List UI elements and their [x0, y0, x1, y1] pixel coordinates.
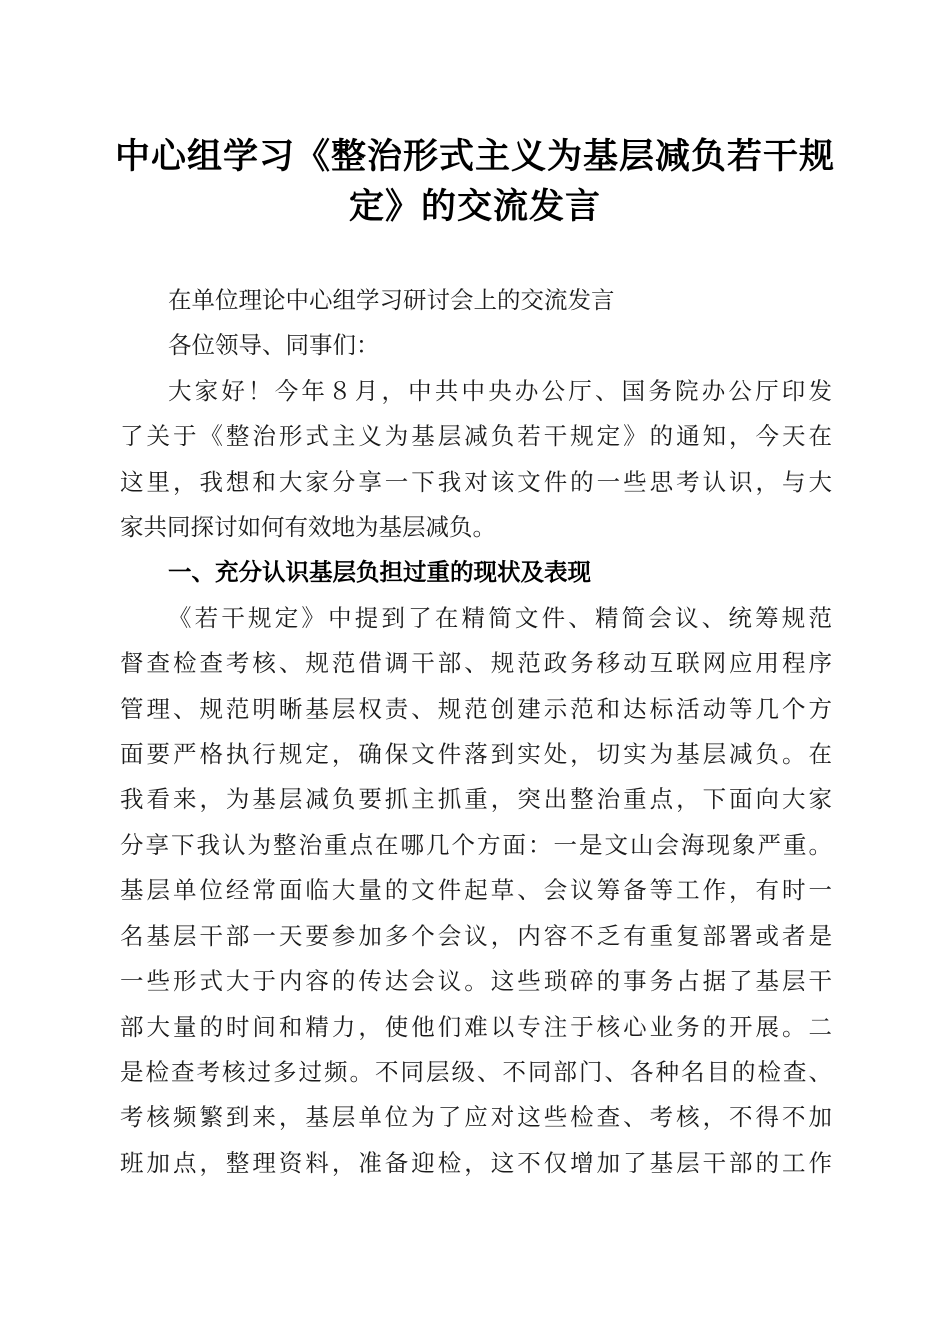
document-title-line-2: 定》的交流发言	[348, 186, 601, 227]
document-body	[120, 278, 832, 1186]
paragraph-line: 班加点，整理资料，准备迎检，这不仅增加了基层干部的工作	[120, 1148, 832, 1177]
paragraph-line: 了关于《整治形式主义为基层减负若干规定》的通知，今天在	[120, 422, 832, 451]
section-1-paragraph	[120, 596, 832, 1186]
paragraph-line: 分享下我认为整治重点在哪几个方面：一是文山会海现象严重。	[120, 830, 832, 859]
paragraph-line: 督查检查考核、规范借调干部、规范政务移动互联网应用程序	[120, 649, 832, 678]
document-title	[110, 132, 840, 232]
paragraph-line: 基层单位经常面临大量的文件起草、会议筹备等工作，有时一	[120, 876, 832, 905]
paragraph-line: 部大量的时间和精力，使他们难以专注于核心业务的开展。二	[120, 1012, 832, 1041]
paragraph-line: 这里，我想和大家分享一下我对该文件的一些思考认识，与大	[120, 467, 832, 496]
paragraph-line: 面要严格执行规定，确保文件落到实处，切实为基层减负。在	[120, 740, 832, 769]
paragraph-line: 我看来，为基层减负要抓主抓重，突出整治重点，下面向大家	[120, 785, 832, 814]
paragraph-line: 《若干规定》中提到了在精简文件、精简会议、统筹规范	[168, 603, 832, 632]
paragraph-line: 考核频繁到来，基层单位为了应对这些检查、考核，不得不加	[120, 1103, 832, 1132]
paragraph-line: 管理、规范明晰基层权责、规范创建示范和达标活动等几个方	[120, 694, 832, 723]
document-title-line-1: 中心组学习《整治形式主义为基层减负若干规	[114, 136, 835, 177]
intro-paragraph	[120, 369, 832, 551]
section-heading: 一、充分认识基层负担过重的现状及表现	[168, 558, 591, 587]
paragraph-line: 一些形式大于内容的传达会议。这些琐碎的事务占据了基层干	[120, 967, 832, 996]
paragraph-line: 大家好！今年８月，中共中央办公厅、国务院办公厅印发	[168, 376, 832, 405]
paragraph-line: 是检查考核过多过频。不同层级、不同部门、各种名目的检查、	[120, 1057, 832, 1086]
salutation: 各位领导、同事们：	[168, 331, 380, 360]
paragraph-line: 名基层干部一天要参加多个会议，内容不乏有重复部署或者是	[120, 921, 832, 950]
paragraph-line: 家共同探讨如何有效地为基层减负。	[120, 513, 496, 542]
subtitle: 在单位理论中心组学习研讨会上的交流发言	[168, 286, 615, 314]
